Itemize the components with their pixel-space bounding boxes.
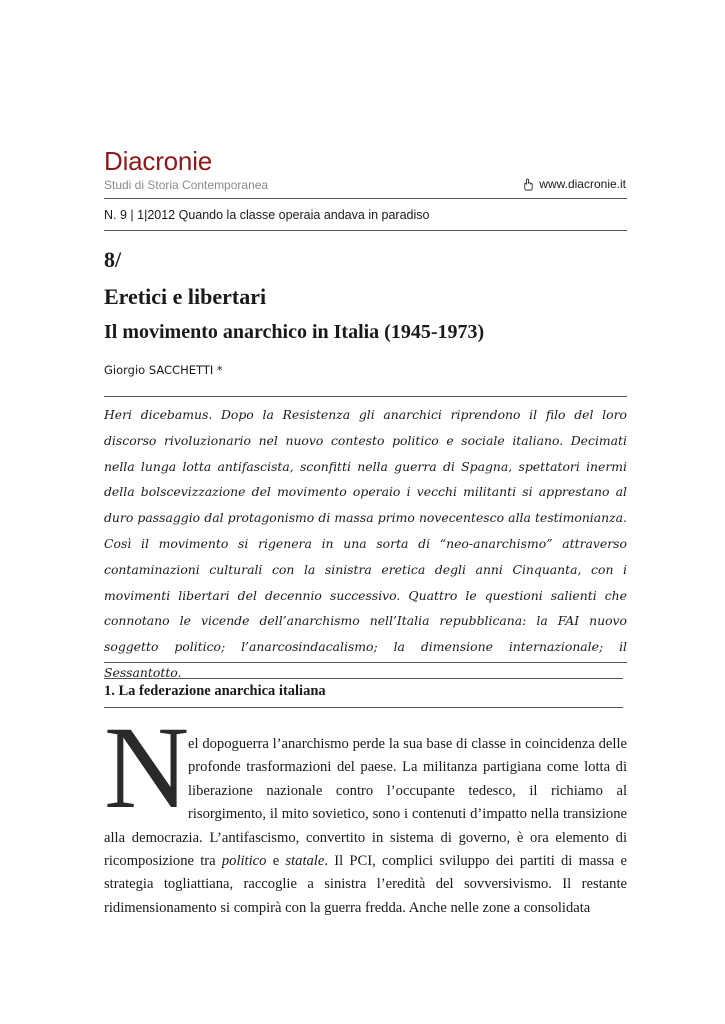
section-body-text (104, 733, 627, 920)
website-text: www.diacronie.it (539, 177, 626, 191)
pointing-hand-icon (522, 178, 535, 191)
website-link[interactable] (522, 177, 626, 191)
body-italic-statale: statale (285, 853, 325, 870)
body-italic-politico: politico (221, 853, 267, 870)
journal-subtitle: Studi di Storia Contemporanea (104, 178, 269, 192)
body-text-part2: . Il PCI, complici sviluppo dei partiti di massa e strategia togliattiana, raccoglie a sinistra l’eredità del sovversivismo. Il restante ridimensionamento si compirà con la guerra fredda. Anche nelle zone a consolidata (104, 853, 627, 916)
journal-name: Diacronie (104, 146, 213, 176)
abstract-text: Heri dicebamus. Dopo la Resistenza gli anarchici riprendono il filo del loro discorso rivoluzionario nel nuovo contesto politico e sociale italiano. Decimati nella lunga lotta antifascista, sconfitti nella guerra di Spagna, spettatori inermi della bolscevizzazione del movimento operaio i vecchi militanti si apprestano al duro passaggio dal protagonismo di massa primo novecentesco alla testimonianza. Così il movimento si rigenera in una sorta di “neo-anarchismo” attraverso contaminazioni culturali con la sinistra eretica degli anni Cinquanta, con i movimenti libertari del decennio successivo. Quattro le questioni salienti che connotano le vicende dell’anarchismo nell’Italia repubblicana: la FAI nuovo soggetto politico; l’anarcosindacalismo; la dimensione internazionale; il Sessantotto. (104, 407, 627, 680)
body-conjunction: e (266, 853, 286, 870)
article-subtitle: Il movimento anarchico in Italia (1945-1973) (104, 321, 485, 343)
article-author: Giorgio SACCHETTI * (104, 363, 223, 377)
body-text-part1: el dopoguerra l’anarchismo perde la sua base di classe in coincidenza delle profonde trasformazioni del paese. La militanza partigiana come lotta di liberazione nazionale contro l’occupante tedesco, il richiamo al risorgimento, il mito sovietico, sono i contenuti d’impatto nella transizione alla democrazia. L’antifascismo, convertito in sistema di governo, è ora elemento di ricomposizione tra (104, 736, 627, 870)
section-top-divider (104, 678, 623, 679)
issue-line: N. 9 | 1|2012 Quando la classe operaia andava in paradiso (104, 208, 430, 222)
section-heading: 1. La federazione anarchica italiana (104, 683, 326, 699)
article-title: Eretici e libertari (104, 284, 267, 309)
drop-cap: N (104, 702, 190, 833)
abstract-top-divider (104, 396, 627, 397)
abstract-bottom-divider (104, 662, 627, 663)
issue-divider (104, 230, 627, 231)
header-divider (104, 198, 627, 199)
article-number: 8/ (104, 247, 122, 272)
